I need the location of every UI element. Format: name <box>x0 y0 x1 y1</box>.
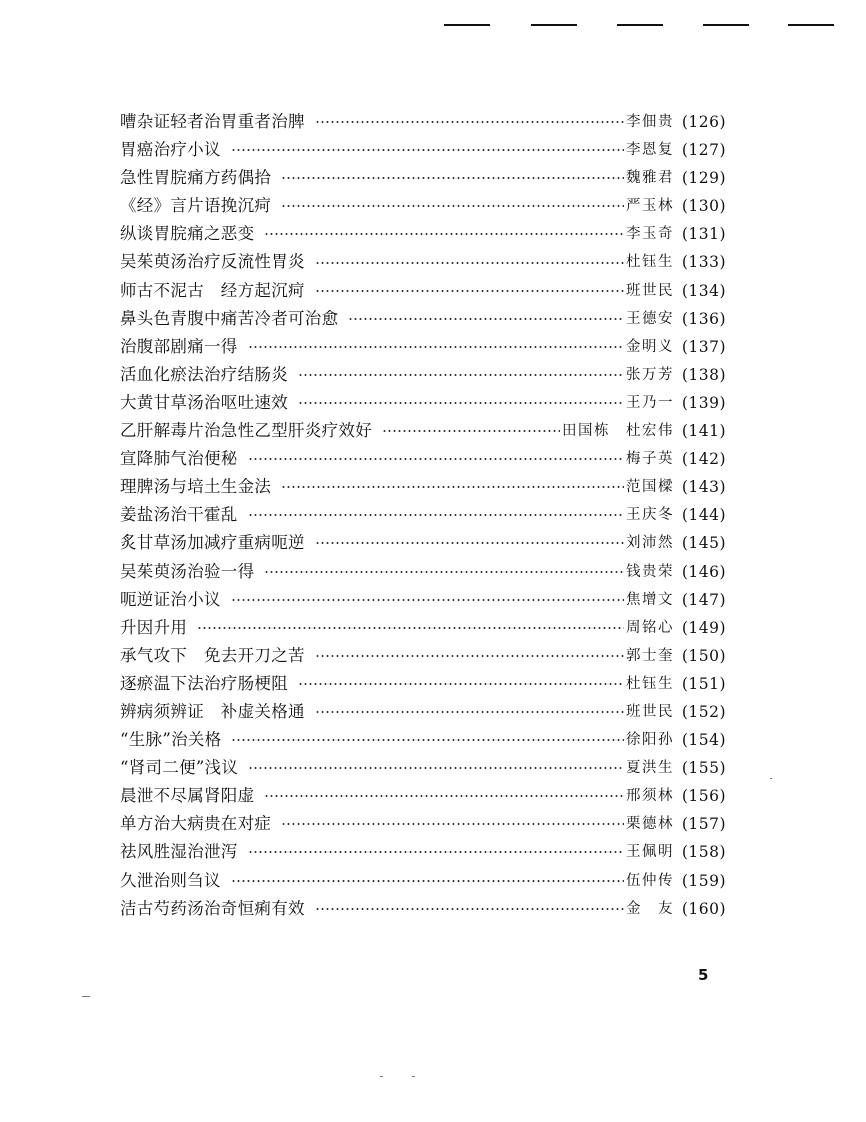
dot-leader <box>315 290 624 292</box>
entry-title: 洁古芍药汤治奇恒痢有效 <box>120 898 305 918</box>
scan-speck <box>380 1076 383 1077</box>
entry-page: (144) <box>681 506 726 525</box>
toc-entry <box>120 529 726 557</box>
entry-author: 王庆冬 <box>626 507 674 524</box>
toc-entry <box>120 501 726 529</box>
toc-entry <box>120 192 726 220</box>
entry-title: 治腹部剧痛一得 <box>120 336 238 356</box>
entry-page: (156) <box>681 787 726 806</box>
entry-author: 刘沛然 <box>626 535 674 552</box>
entry-author: 王乃一 <box>626 394 674 411</box>
toc-entry <box>120 445 726 473</box>
entry-author: 周铭心 <box>626 619 674 636</box>
scan-speck <box>412 1076 415 1077</box>
entry-page: (143) <box>681 478 726 497</box>
dot-leader <box>281 486 624 488</box>
entry-page: (150) <box>681 646 726 665</box>
entry-title: 吴茱萸汤治验一得 <box>120 561 255 581</box>
dot-leader <box>264 795 624 797</box>
entry-title: 急性胃脘痛方药偶拾 <box>120 168 272 188</box>
toc-entry <box>120 333 726 361</box>
toc-entry <box>120 867 726 895</box>
toc-entry <box>120 473 726 501</box>
header-dash <box>788 24 834 26</box>
header-dash <box>703 24 749 26</box>
entry-author: 栗德林 <box>626 816 674 833</box>
entry-page: (145) <box>681 534 726 553</box>
entry-page: (155) <box>681 759 726 778</box>
toc-entry <box>120 108 726 136</box>
entry-title: 呃逆证治小议 <box>120 589 221 609</box>
dot-leader <box>315 542 624 544</box>
entry-author: 梅子英 <box>626 451 674 468</box>
entry-author: 徐阳孙 <box>626 732 674 749</box>
dot-leader <box>298 683 624 685</box>
entry-title: 师古不泥古 经方起沉疴 <box>120 280 305 300</box>
entry-page: (141) <box>681 422 726 441</box>
entry-title: 晨泄不尽属肾阳虚 <box>120 786 255 806</box>
toc-entry <box>120 417 726 445</box>
dot-leader <box>231 739 624 741</box>
toc-entry <box>120 558 726 586</box>
entry-page: (146) <box>681 562 726 581</box>
entry-title: 姜盐汤治干霍乱 <box>120 505 238 525</box>
dot-leader <box>231 149 624 151</box>
dot-leader <box>315 655 624 657</box>
entry-author: 班世民 <box>626 282 674 299</box>
entry-page: (137) <box>681 337 726 356</box>
entry-author: 伍仲传 <box>626 872 674 889</box>
entry-author: 严玉林 <box>626 198 674 215</box>
toc-entry <box>120 642 726 670</box>
entry-title: 祛风胜湿治泄泻 <box>120 842 238 862</box>
entry-title: 吴茱萸汤治疗反流性胃炎 <box>120 252 305 272</box>
toc-entry <box>120 838 726 866</box>
dot-leader <box>248 346 624 348</box>
dot-leader <box>298 374 624 376</box>
dot-leader <box>315 262 624 264</box>
toc-entry <box>120 782 726 810</box>
header-dash <box>617 24 663 26</box>
entry-author: 杜钰生 <box>626 675 674 692</box>
entry-title: “肾司二便”浅议 <box>120 758 239 778</box>
entry-page: (158) <box>681 843 726 862</box>
dot-leader <box>281 823 624 825</box>
entry-title: “生脉”治关格 <box>120 730 222 750</box>
entry-page: (130) <box>681 197 726 216</box>
toc-entry <box>120 389 726 417</box>
dot-leader <box>315 711 624 713</box>
entry-title: 炙甘草汤加减疗重病呃逆 <box>120 533 305 553</box>
entry-page: (127) <box>681 141 726 160</box>
toc-entry <box>120 277 726 305</box>
entry-page: (126) <box>681 113 726 131</box>
page-number: 5 <box>698 966 709 984</box>
entry-author: 夏洪生 <box>626 760 674 777</box>
entry-page: (131) <box>681 225 726 244</box>
dot-leader <box>382 430 560 432</box>
header-dash <box>531 24 577 26</box>
entry-author: 金 友 <box>626 900 674 917</box>
entry-title: 单方治大病贵在对症 <box>120 814 272 834</box>
entry-title: 嘈杂证轻者治胃重者治脾 <box>120 112 305 131</box>
entry-author: 邢须林 <box>626 788 674 805</box>
toc-entry <box>120 670 726 698</box>
entry-author: 田国栋 杜宏伟 <box>562 423 674 440</box>
entry-page: (139) <box>681 393 726 412</box>
entry-author: 王德安 <box>626 310 674 327</box>
entry-page: (152) <box>681 702 726 721</box>
dot-leader <box>298 402 624 404</box>
toc-entry <box>120 164 726 192</box>
entry-author: 范国樑 <box>626 479 674 496</box>
toc-entry <box>120 698 726 726</box>
entry-title: 理脾汤与培土生金法 <box>120 477 272 497</box>
dot-leader <box>264 571 624 573</box>
dot-leader <box>281 205 624 207</box>
table-of-contents <box>120 108 726 923</box>
toc-entry <box>120 586 726 614</box>
toc-entry <box>120 248 726 276</box>
dot-leader <box>248 458 624 460</box>
entry-page: (160) <box>681 899 726 918</box>
entry-title: 久泄治则刍议 <box>120 870 221 890</box>
entry-title: 乙肝解毒片治急性乙型肝炎疗效好 <box>120 421 372 441</box>
entry-page: (142) <box>681 450 726 469</box>
entry-title: 鼻头色青腹中痛苦冷者可治愈 <box>120 308 339 328</box>
entry-page: (157) <box>681 815 726 834</box>
entry-title: 逐瘀温下法治疗肠梗阻 <box>120 673 288 693</box>
header-dash <box>444 24 490 26</box>
entry-title: 活血化瘀法治疗结肠炎 <box>120 364 288 384</box>
dot-leader <box>315 121 624 123</box>
toc-entry <box>120 220 726 248</box>
dot-leader <box>231 880 624 882</box>
entry-page: (129) <box>681 169 726 188</box>
entry-page: (134) <box>681 281 726 300</box>
toc-entry <box>120 614 726 642</box>
entry-page: (133) <box>681 253 726 272</box>
scan-speck <box>82 996 90 997</box>
entry-page: (151) <box>681 674 726 693</box>
entry-author: 杜钰生 <box>626 254 674 271</box>
entry-title: 承气攻下 免去开刀之苦 <box>120 645 305 665</box>
entry-author: 班世民 <box>626 703 674 720</box>
entry-title: 胃癌治疗小议 <box>120 140 221 160</box>
dot-leader <box>248 851 624 853</box>
entry-author: 李佃贵 <box>626 114 674 130</box>
toc-entry <box>120 361 726 389</box>
dot-leader <box>348 318 624 320</box>
scan-speck <box>770 778 772 779</box>
toc-entry <box>120 754 726 782</box>
toc-entry <box>120 136 726 164</box>
header-rule <box>444 24 844 28</box>
entry-author: 李玉奇 <box>626 226 674 243</box>
dot-leader <box>231 599 624 601</box>
entry-author: 金明义 <box>626 338 674 355</box>
dot-leader <box>248 514 624 516</box>
entry-author: 钱贵荣 <box>626 563 674 580</box>
entry-author: 李恩复 <box>626 142 674 159</box>
toc-entry <box>120 726 726 754</box>
dot-leader <box>281 177 624 179</box>
toc-entry <box>120 810 726 838</box>
dot-leader <box>248 767 624 769</box>
entry-page: (147) <box>681 590 726 609</box>
entry-page: (149) <box>681 618 726 637</box>
entry-page: (136) <box>681 309 726 328</box>
entry-page: (154) <box>681 731 726 750</box>
entry-title: 辨病须辨证 补虚关格通 <box>120 701 305 721</box>
entry-title: 大黄甘草汤治呕吐速效 <box>120 392 288 412</box>
dot-leader <box>197 627 624 629</box>
toc-entry <box>120 305 726 333</box>
entry-author: 郭士奎 <box>626 647 674 664</box>
entry-author: 王佩明 <box>626 844 674 861</box>
entry-author: 张万芳 <box>626 366 674 383</box>
entry-page: (138) <box>681 365 726 384</box>
toc-entry <box>120 895 726 923</box>
dot-leader <box>315 908 624 910</box>
entry-title: 宣降肺气治便秘 <box>120 449 238 469</box>
dot-leader <box>264 233 624 235</box>
entry-author: 魏雅君 <box>626 170 674 187</box>
entry-title: 纵谈胃脘痛之恶变 <box>120 224 255 244</box>
entry-author: 焦增文 <box>626 591 674 608</box>
entry-page: (159) <box>681 871 726 890</box>
entry-title: 升因升用 <box>120 617 188 637</box>
entry-title: 《经》言片语挽沉疴 <box>120 196 272 216</box>
